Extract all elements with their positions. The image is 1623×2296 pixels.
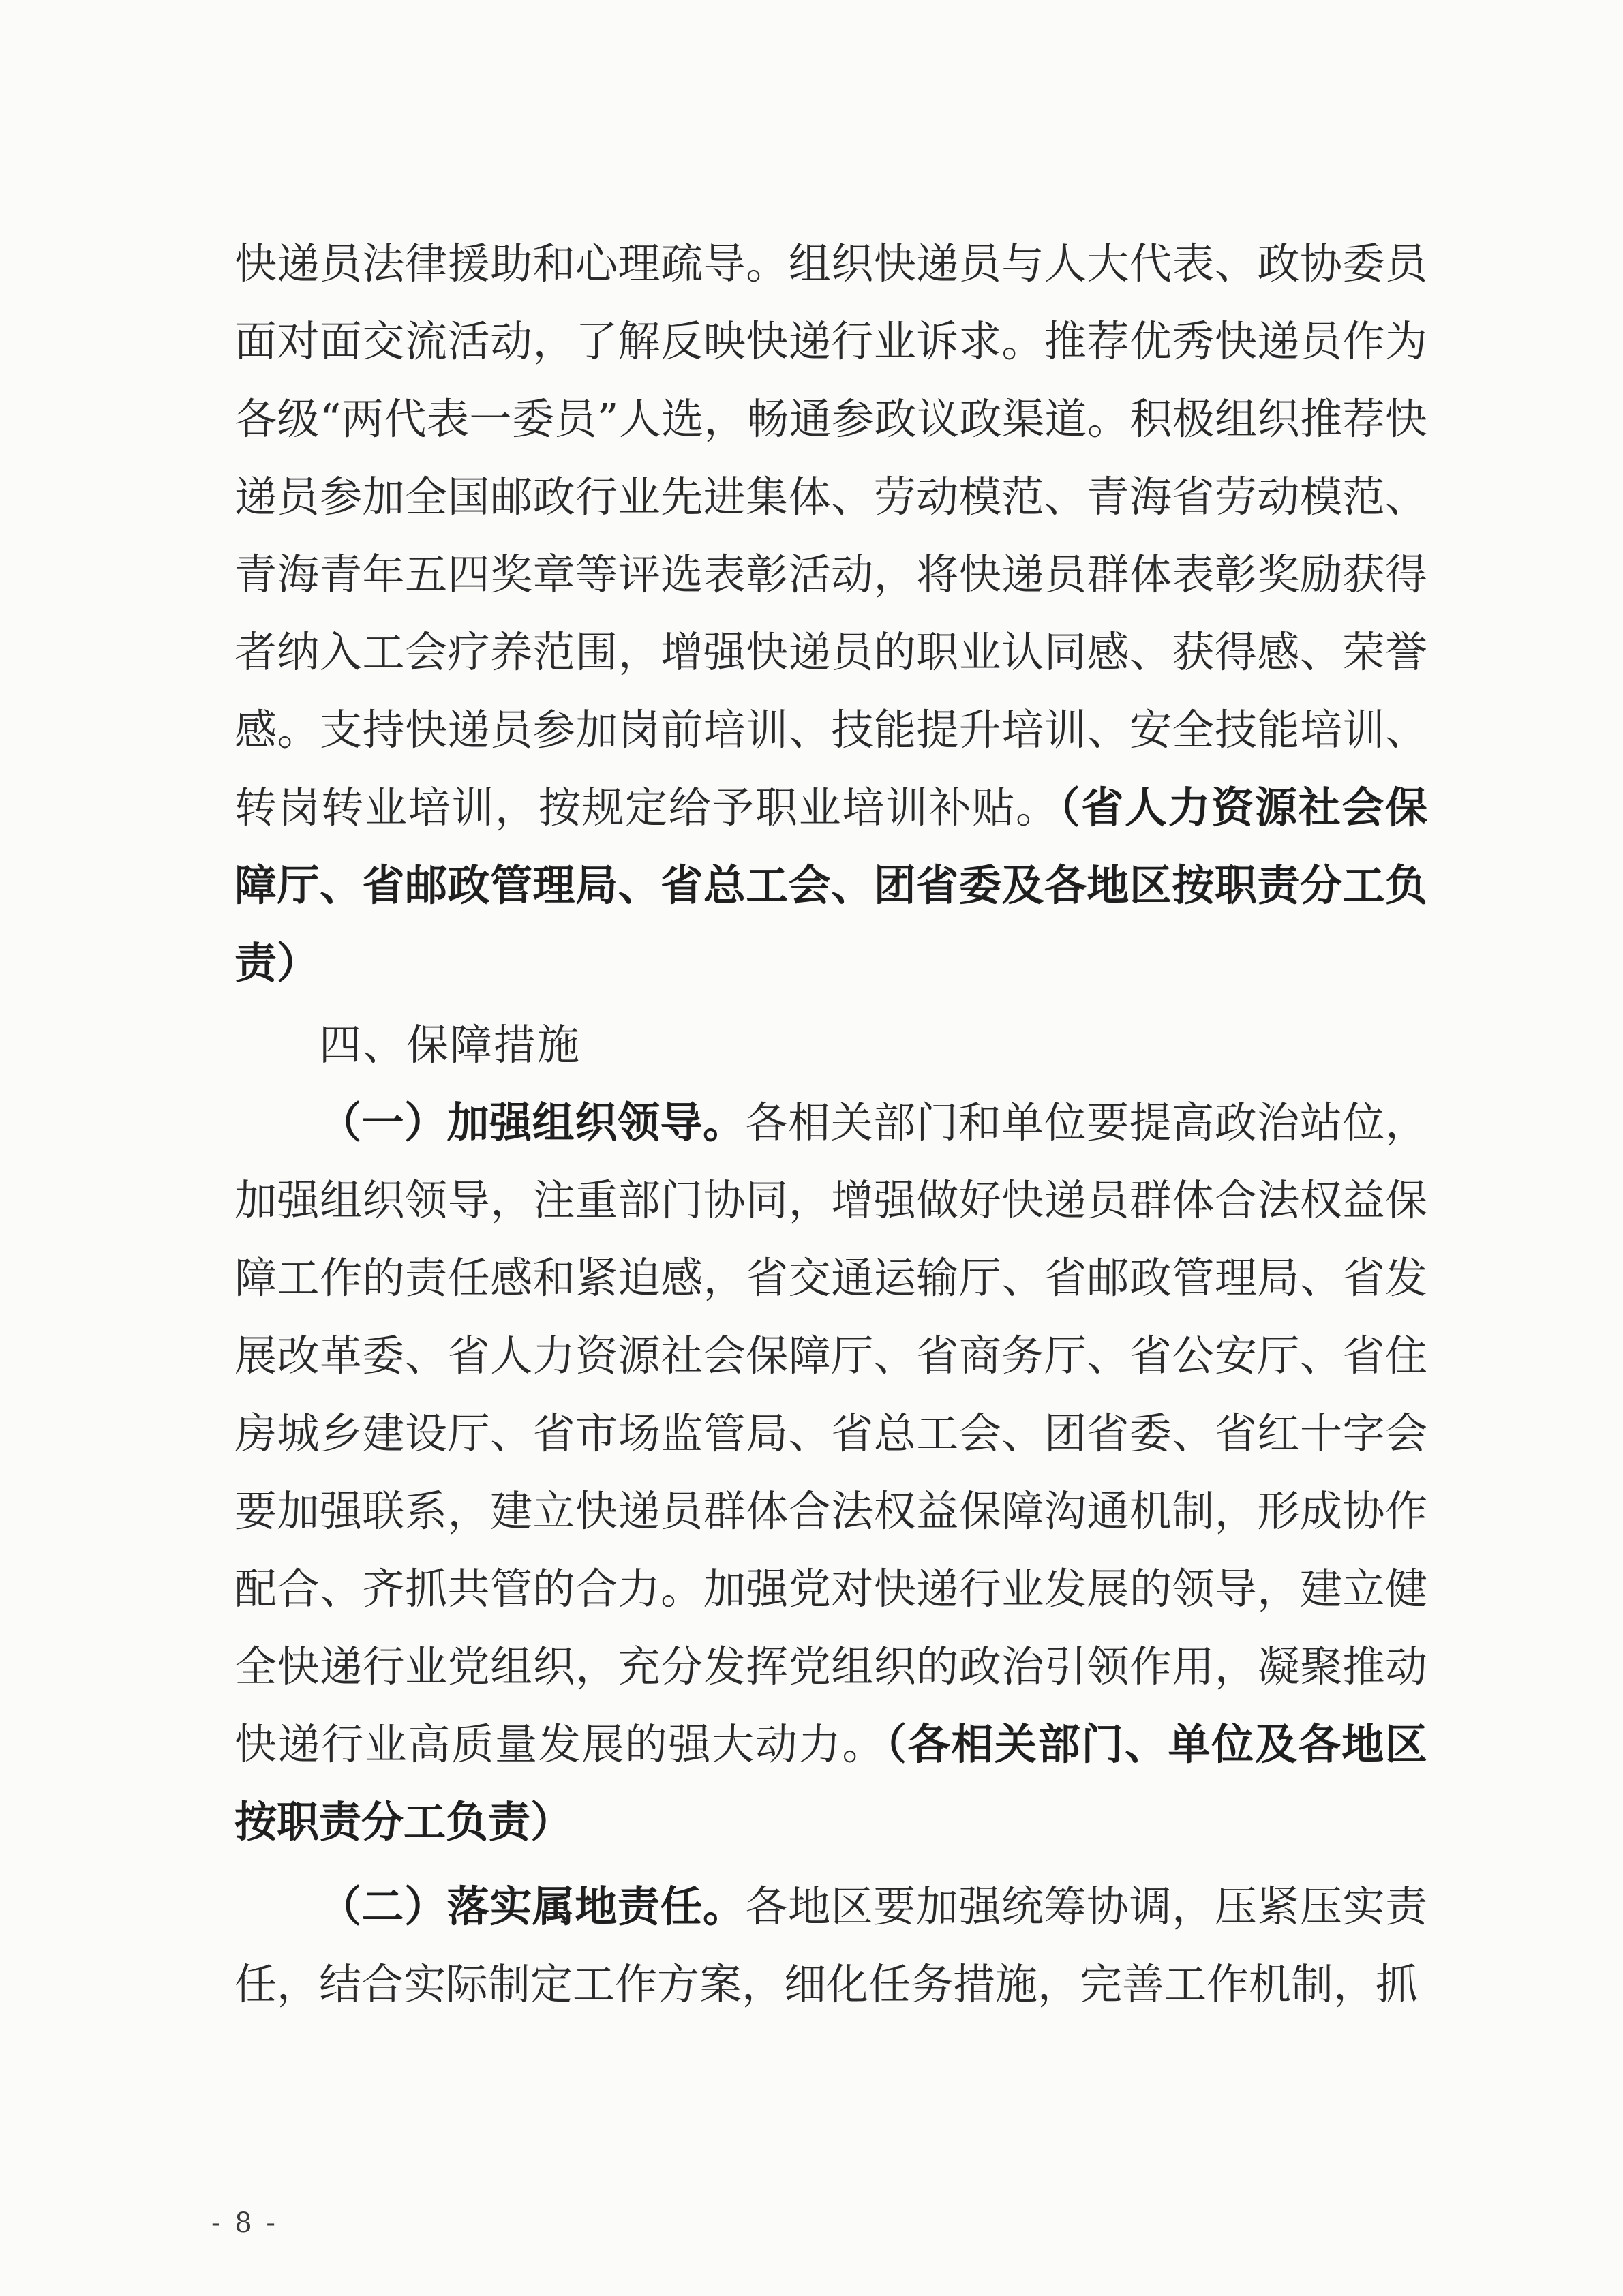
paragraph-2-responsibility: （各相关部门、单位及各地区按职责分工负责） bbox=[234, 1719, 1427, 1847]
section-heading-safeguards: 四、保障措施 bbox=[319, 1020, 581, 1070]
paragraph-3-text: 各地区要加强统筹协调，压紧压实责任，结合实际制定工作方案，细化任务措施，完善工作机制，抓 bbox=[234, 1882, 1427, 2009]
paragraph-1-responsibility: （省人力资源社会保障厅、省邮政管理局、省总工会、团省委及各地区按职责分工负责） bbox=[234, 783, 1427, 988]
paragraph-2-text: 各相关部门和单位要提高政治站位，加强组织领导，注重部门协同，增强做好快递员群体合法权益保障工作的责任感和紧迫感，省交通运输厅、省邮政管理局、省发展改革委、省人力资源社会保障厅、省商务厅、省公安厅、省住房城乡建设厅、省市场监管局、省总工会、团省委、省红十字会要加强联系，建立快递员群体合法权益保障沟通机制，形成协作配合、齐抓共管的合力。加强党对快递行业发展的领导，建立健全快递行业党组织，充分发挥党组织的政治引领作用，凝聚推动快递行业高质量发展的强大动力。 bbox=[234, 1098, 1427, 1769]
document-body bbox=[234, 225, 1427, 2023]
paragraph-organization-leadership bbox=[234, 1084, 1427, 1861]
paragraph-continued bbox=[234, 225, 1427, 1002]
page-number: - 8 - bbox=[211, 2207, 278, 2239]
paragraph-territorial-responsibility bbox=[234, 1868, 1427, 2023]
paragraph-3-title: （二）落实属地责任。 bbox=[319, 1882, 746, 1931]
paragraph-2-title: （一）加强组织领导。 bbox=[319, 1098, 746, 1147]
paragraph-1-text: 快递员法律援助和心理疏导。组织快递员与人大代表、政协委员面对面交流活动，了解反映快递行业诉求。推荐优秀快递员作为各级“两代表一委员”人选，畅通参政议政渠道。积极组织推荐快递员参加全国邮政行业先进集体、劳动模范、青海省劳动模范、青海青年五四奖章等评选表彰活动，将快递员群体表彰奖励获得者纳入工会疗养范围，增强快递员的职业认同感、获得感、荣誉感。支持快递员参加岗前培训、技能提升培训、安全技能培训、转岗转业培训，按规定给予职业培训补贴。 bbox=[234, 239, 1427, 832]
